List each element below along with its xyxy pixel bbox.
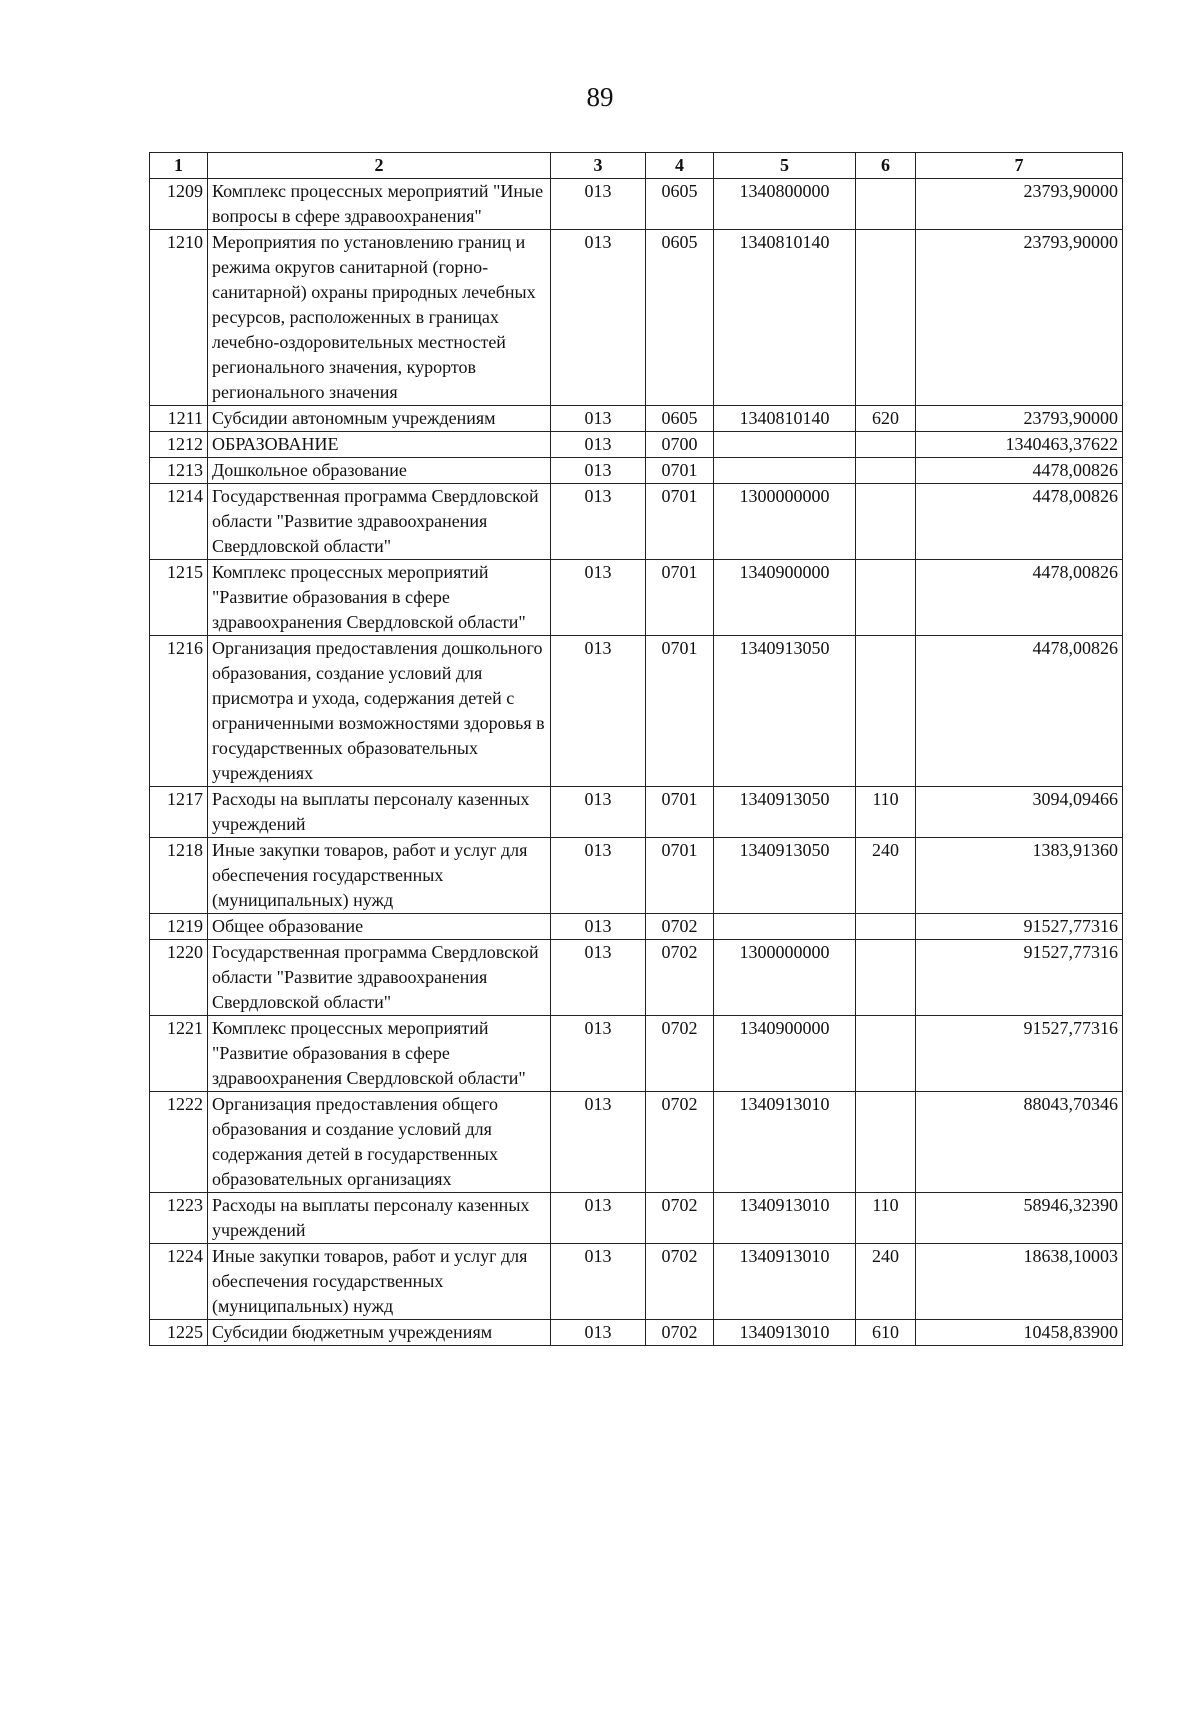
header-col-4: 4 [646, 153, 714, 179]
row-col-4: 0605 [646, 230, 714, 406]
table-row [150, 940, 1123, 1016]
row-col-5 [714, 458, 856, 484]
row-col-5: 1340913050 [714, 787, 856, 838]
row-number: 1217 [150, 787, 208, 838]
row-col-3: 013 [551, 406, 646, 432]
row-col-3: 013 [551, 230, 646, 406]
table-header-row [150, 153, 1123, 179]
row-col-4: 0701 [646, 458, 714, 484]
row-number: 1218 [150, 838, 208, 914]
row-number: 1214 [150, 484, 208, 560]
row-col-6: 240 [856, 838, 916, 914]
row-col-4: 0702 [646, 1016, 714, 1092]
row-number: 1215 [150, 560, 208, 636]
row-number: 1221 [150, 1016, 208, 1092]
row-col-4: 0702 [646, 940, 714, 1016]
row-col-4: 0701 [646, 787, 714, 838]
row-amount: 10458,83900 [916, 1320, 1123, 1346]
row-name: Мероприятия по установлению границ и режима округов санитарной (горно-санитарной) охраны природных лечебных ресурсов, расположенных в границах лечебно-оздоровительных местностей регионального значения, курортов регионального значения [208, 230, 551, 406]
row-col-3: 013 [551, 1193, 646, 1244]
row-amount: 1340463,37622 [916, 432, 1123, 458]
table-row [150, 230, 1123, 406]
row-col-3: 013 [551, 484, 646, 560]
row-number: 1220 [150, 940, 208, 1016]
row-col-3: 013 [551, 1244, 646, 1320]
row-number: 1216 [150, 636, 208, 787]
row-name: Общее образование [208, 914, 551, 940]
row-amount: 4478,00826 [916, 636, 1123, 787]
table-row [150, 432, 1123, 458]
row-col-4: 0701 [646, 636, 714, 787]
table-row [150, 484, 1123, 560]
row-number: 1209 [150, 179, 208, 230]
row-name: Иные закупки товаров, работ и услуг для обеспечения государственных (муниципальных) нужд [208, 1244, 551, 1320]
row-name: Дошкольное образование [208, 458, 551, 484]
row-col-3: 013 [551, 636, 646, 787]
row-col-6 [856, 1016, 916, 1092]
row-amount: 91527,77316 [916, 1016, 1123, 1092]
header-col-7: 7 [916, 153, 1123, 179]
row-amount: 18638,10003 [916, 1244, 1123, 1320]
row-col-3: 013 [551, 787, 646, 838]
row-amount: 91527,77316 [916, 914, 1123, 940]
row-col-6 [856, 1092, 916, 1193]
row-col-6 [856, 458, 916, 484]
row-col-4: 0702 [646, 1092, 714, 1193]
row-name: Комплекс процессных мероприятий "Развитие образования в сфере здравоохранения Свердловской области" [208, 1016, 551, 1092]
budget-table [149, 152, 1123, 1346]
row-number: 1222 [150, 1092, 208, 1193]
header-col-5: 5 [714, 153, 856, 179]
row-col-4: 0702 [646, 1320, 714, 1346]
row-name: Организация предоставления дошкольного образования, создание условий для присмотра и ухода, содержания детей с ограниченными возможностями здоровья в государственных образовательных учреждениях [208, 636, 551, 787]
row-number: 1212 [150, 432, 208, 458]
row-col-4: 0605 [646, 179, 714, 230]
row-number: 1211 [150, 406, 208, 432]
row-col-4: 0701 [646, 838, 714, 914]
table-row [150, 1244, 1123, 1320]
row-col-3: 013 [551, 1016, 646, 1092]
row-amount: 3094,09466 [916, 787, 1123, 838]
row-name: Расходы на выплаты персоналу казенных учреждений [208, 1193, 551, 1244]
row-amount: 23793,90000 [916, 406, 1123, 432]
row-name: Государственная программа Свердловской области "Развитие здравоохранения Свердловской области" [208, 940, 551, 1016]
row-col-5: 1340913010 [714, 1244, 856, 1320]
row-name: Комплекс процессных мероприятий "Иные вопросы в сфере здравоохранения" [208, 179, 551, 230]
row-number: 1210 [150, 230, 208, 406]
row-col-3: 013 [551, 560, 646, 636]
row-col-6 [856, 230, 916, 406]
table-row [150, 914, 1123, 940]
row-name: ОБРАЗОВАНИЕ [208, 432, 551, 458]
row-col-4: 0702 [646, 1193, 714, 1244]
row-number: 1219 [150, 914, 208, 940]
row-amount: 4478,00826 [916, 560, 1123, 636]
table-row [150, 179, 1123, 230]
row-col-5: 1340810140 [714, 406, 856, 432]
row-col-3: 013 [551, 940, 646, 1016]
row-col-5: 1300000000 [714, 940, 856, 1016]
row-number: 1224 [150, 1244, 208, 1320]
row-col-6: 110 [856, 1193, 916, 1244]
row-name: Комплекс процессных мероприятий "Развитие образования в сфере здравоохранения Свердловской области" [208, 560, 551, 636]
row-col-6 [856, 432, 916, 458]
row-name: Расходы на выплаты персоналу казенных учреждений [208, 787, 551, 838]
table-row [150, 458, 1123, 484]
row-amount: 23793,90000 [916, 179, 1123, 230]
row-name: Субсидии бюджетным учреждениям [208, 1320, 551, 1346]
row-col-6 [856, 636, 916, 787]
row-amount: 23793,90000 [916, 230, 1123, 406]
row-number: 1213 [150, 458, 208, 484]
table-row [150, 1092, 1123, 1193]
row-col-3: 013 [551, 458, 646, 484]
row-col-4: 0701 [646, 484, 714, 560]
row-amount: 91527,77316 [916, 940, 1123, 1016]
row-amount: 58946,32390 [916, 1193, 1123, 1244]
table-row [150, 838, 1123, 914]
row-col-5: 1340900000 [714, 1016, 856, 1092]
row-col-5: 1340913010 [714, 1092, 856, 1193]
row-number: 1223 [150, 1193, 208, 1244]
row-col-3: 013 [551, 838, 646, 914]
row-col-6: 240 [856, 1244, 916, 1320]
row-col-5 [714, 914, 856, 940]
header-col-6: 6 [856, 153, 916, 179]
header-col-3: 3 [551, 153, 646, 179]
row-col-3: 013 [551, 1320, 646, 1346]
row-col-6 [856, 914, 916, 940]
row-name: Государственная программа Свердловской области "Развитие здравоохранения Свердловской области" [208, 484, 551, 560]
table-row [150, 1193, 1123, 1244]
row-col-6 [856, 560, 916, 636]
row-name: Иные закупки товаров, работ и услуг для обеспечения государственных (муниципальных) нужд [208, 838, 551, 914]
row-col-5: 1340913010 [714, 1193, 856, 1244]
table-row [150, 406, 1123, 432]
table-row [150, 787, 1123, 838]
row-col-3: 013 [551, 432, 646, 458]
row-col-6: 110 [856, 787, 916, 838]
header-col-2: 2 [208, 153, 551, 179]
row-amount: 4478,00826 [916, 484, 1123, 560]
row-name: Организация предоставления общего образования и создание условий для содержания детей в государственных образовательных организациях [208, 1092, 551, 1193]
row-col-4: 0701 [646, 560, 714, 636]
page-number: 89 [586, 82, 614, 112]
row-col-6: 610 [856, 1320, 916, 1346]
row-col-3: 013 [551, 914, 646, 940]
row-col-5: 1340913010 [714, 1320, 856, 1346]
row-name: Субсидии автономным учреждениям [208, 406, 551, 432]
table-row [150, 1320, 1123, 1346]
row-col-6 [856, 484, 916, 560]
row-amount: 88043,70346 [916, 1092, 1123, 1193]
row-col-6 [856, 940, 916, 1016]
table-row [150, 636, 1123, 787]
row-col-5: 1340900000 [714, 560, 856, 636]
row-col-6 [856, 179, 916, 230]
row-col-5: 1340800000 [714, 179, 856, 230]
row-amount: 1383,91360 [916, 838, 1123, 914]
row-amount: 4478,00826 [916, 458, 1123, 484]
header-col-1: 1 [150, 153, 208, 179]
row-col-3: 013 [551, 1092, 646, 1193]
row-col-3: 013 [551, 179, 646, 230]
row-col-5: 1340913050 [714, 838, 856, 914]
row-col-4: 0702 [646, 1244, 714, 1320]
row-number: 1225 [150, 1320, 208, 1346]
row-col-5: 1300000000 [714, 484, 856, 560]
row-col-5 [714, 432, 856, 458]
row-col-5: 1340913050 [714, 636, 856, 787]
row-col-6: 620 [856, 406, 916, 432]
table-row [150, 1016, 1123, 1092]
row-col-4: 0605 [646, 406, 714, 432]
table-row [150, 560, 1123, 636]
row-col-5: 1340810140 [714, 230, 856, 406]
table-body [150, 179, 1123, 1346]
row-col-4: 0700 [646, 432, 714, 458]
row-col-4: 0702 [646, 914, 714, 940]
